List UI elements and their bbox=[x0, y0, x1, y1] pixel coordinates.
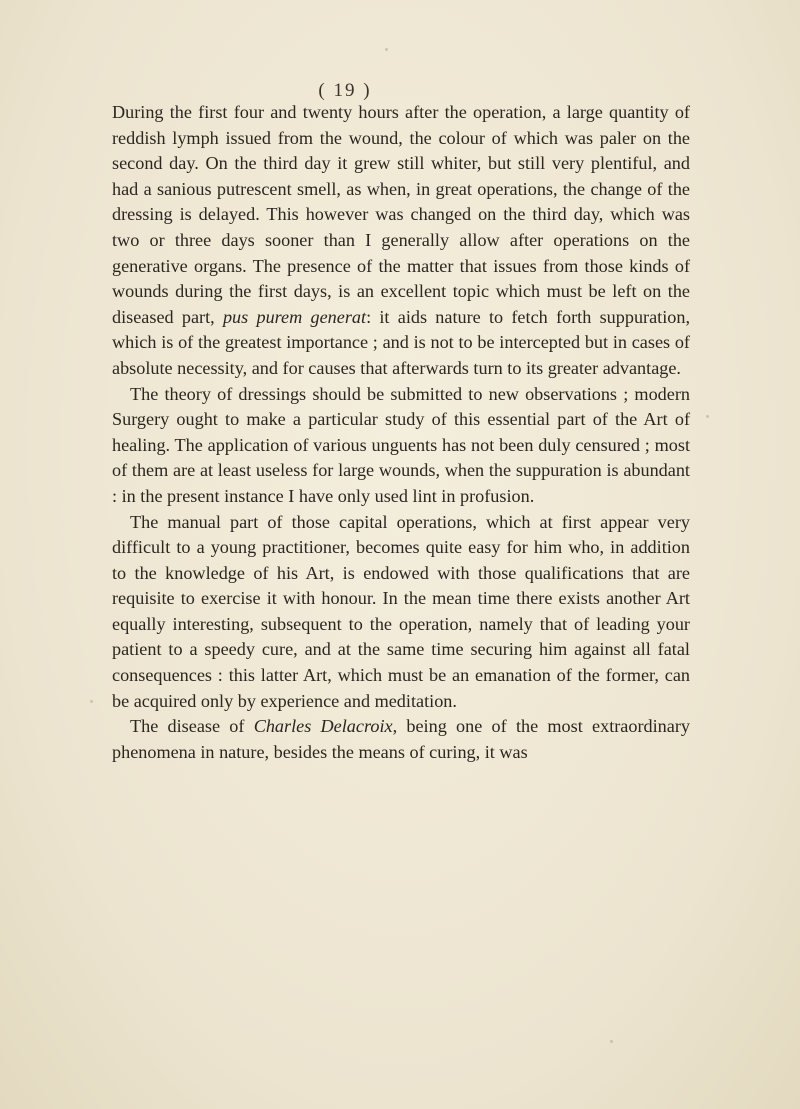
paragraph-1-latin-phrase: pus purem generat bbox=[222, 306, 367, 327]
paper-speck bbox=[706, 415, 709, 418]
paper-speck bbox=[90, 700, 93, 703]
paragraph-1-text-before: During the first four and twenty hours after the operation, a large quantity of reddish lymph issued from the wound, the colour of which was paler on the second day. On the third day it grew still whiter, but still very plentiful, and had a sanious putrescent smell, as when, in great operations, the change of the dressing is delayed. This however was changed on the third day, which was two or three days sooner than I generally allow after operations on the generative organs. The presence of the matter that issues from those kinds of wounds during the first days, is an excellent topic which must be left on the diseased part, bbox=[112, 102, 690, 327]
paper-speck bbox=[385, 48, 388, 51]
paper-speck bbox=[610, 1040, 613, 1043]
paragraph-1 bbox=[112, 100, 690, 382]
paragraph-2: The theory of dressings should be submitted to new observations ; modern Surgery ought to make a particular study of this essential part of the Art of healing. The application of various unguents has not been duly censured ; most of them are at least useless for large wounds, when the suppuration is abundant : in the present instance I have only used lint in profusion. bbox=[112, 383, 690, 506]
page-number: ( 19 ) bbox=[318, 80, 372, 101]
paragraph-3: The manual part of those capital operations, which at first appear very difficult to a young practitioner, becomes quite easy for him who, in addition to the knowledge of his Art, is endowed with those qualifications that are requisite to exercise it with honour. In the mean time there exists another Art equally interesting, subsequent to the operation, namely that of leading your patient to a speedy cure, and at the same time securing him against all fatal consequences : this latter Art, which must be an emanation of the former, can be acquired only by experience and meditation. bbox=[112, 511, 690, 711]
paragraph-4-text-before: The disease of bbox=[130, 716, 254, 737]
paragraph-4-text-after: , being one of the most extraordinary phenomena in nature, besides the means of curing, it was bbox=[112, 716, 690, 762]
paragraph-4-patient-name: Charles Delacroix bbox=[253, 716, 393, 737]
paragraph-1-text-after: : it aids nature to fetch forth suppuration, which is of the greatest importance ; and is not to be intercepted but in cases of absolute necessity, and for causes that afterwards turn to its greater advantage. bbox=[112, 306, 691, 378]
paragraph-4 bbox=[112, 714, 690, 765]
body-text bbox=[112, 100, 690, 765]
